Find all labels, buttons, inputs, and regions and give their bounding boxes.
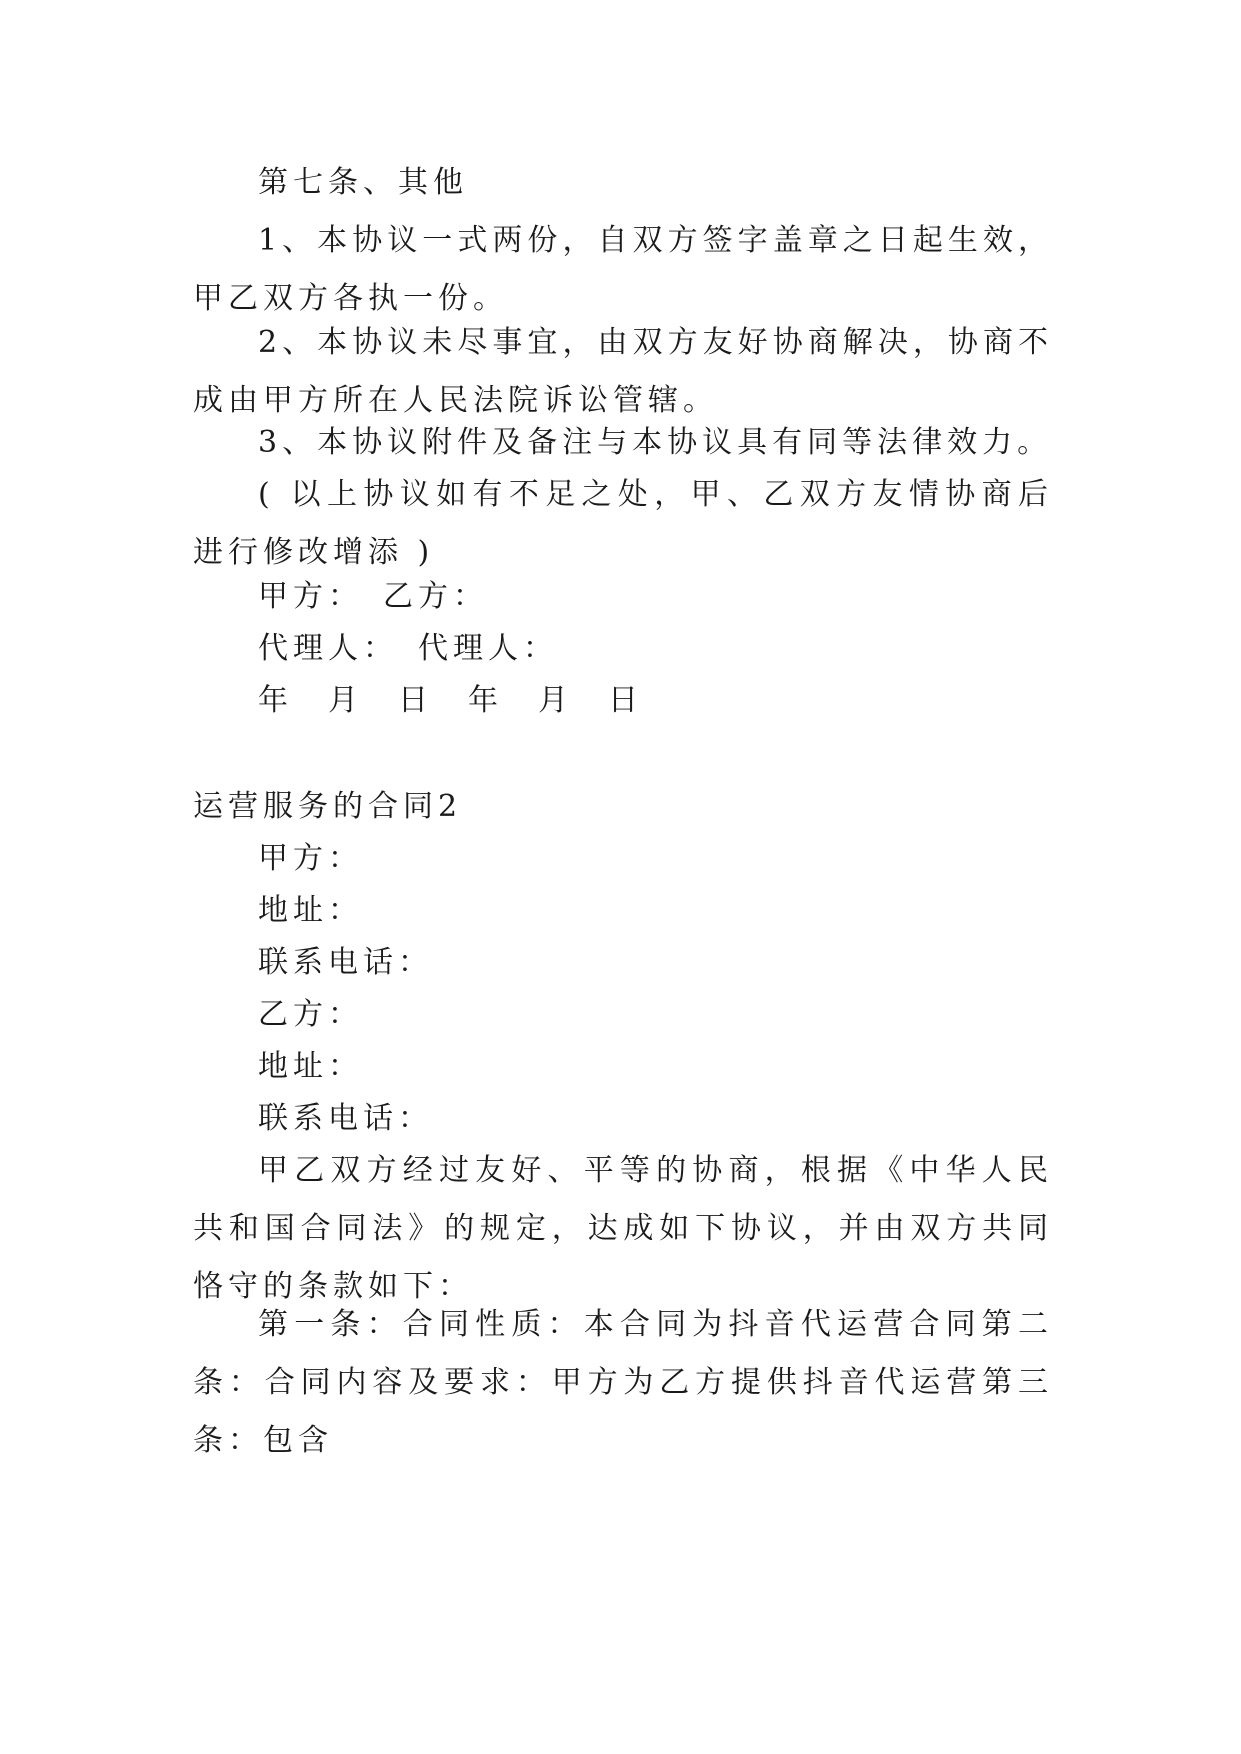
section-7-item-1: 1、本协议一式两份，自双方签字盖章之日起生效，甲乙双方各执一份。 xyxy=(193,223,1053,316)
section-7-note: ( 以上协议如有不足之处，甲、乙双方友情协商后进行修改增添 ) xyxy=(193,477,1053,570)
party-a-label: 甲方： xyxy=(258,841,363,876)
signature-parties-line: 甲方： 乙方： xyxy=(258,579,488,614)
section-7-item-2: 2、本协议未尽事宜，由双方友好协商解决，协商不成由甲方所在人民法院诉讼管辖。 xyxy=(193,325,1053,418)
contract-2-clauses: 第一条：合同性质：本合同为抖音代运营合同第二条：合同内容及要求：甲方为乙方提供抖音代运营第三条：包含 xyxy=(193,1307,1053,1458)
party-a-phone-label: 联系电话： xyxy=(258,945,433,980)
signature-dates-line: 年 月 日 年 月 日 xyxy=(258,683,643,718)
party-b-phone-label: 联系电话： xyxy=(258,1101,433,1136)
contract-2-title: 运营服务的合同2 xyxy=(193,789,463,824)
section-7-heading: 第七条、其他 xyxy=(258,165,468,200)
party-b-label: 乙方： xyxy=(258,997,363,1032)
party-a-address-label: 地址： xyxy=(258,893,363,928)
section-7-item-3: 3、本协议附件及备注与本协议具有同等法律效力。 xyxy=(258,425,1053,460)
signature-agents-line: 代理人： 代理人： xyxy=(258,631,558,666)
contract-2-preamble: 甲乙双方经过友好、平等的协商，根据《中华人民共和国合同法》的规定，达成如下协议，并由双方共同恪守的条款如下： xyxy=(193,1153,1053,1304)
party-b-address-label: 地址： xyxy=(258,1049,363,1084)
